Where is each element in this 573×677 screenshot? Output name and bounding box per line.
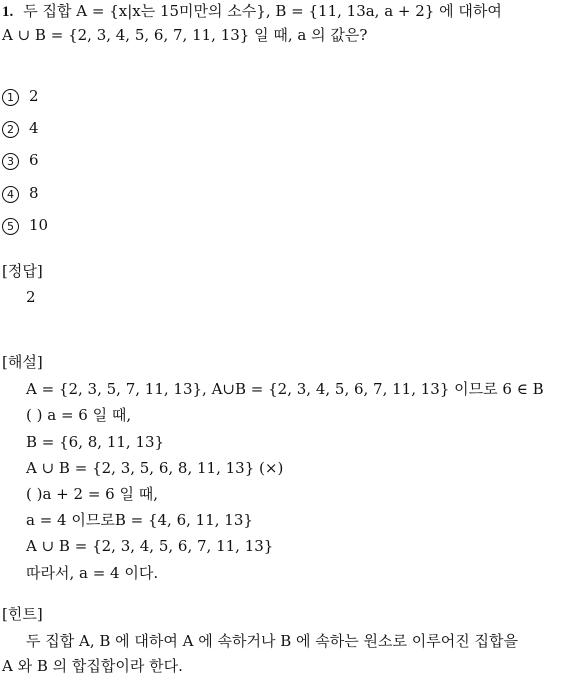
- option-text-1: 2: [29, 87, 39, 105]
- question-number: 1.: [2, 4, 14, 20]
- option-marker-5: 5: [2, 218, 19, 235]
- question-line-1: [2, 0, 502, 23]
- answer-heading: [정답]: [2, 262, 43, 280]
- explanation-line-1: A = {2, 3, 5, 7, 11, 13}, A∪B = {2, 3, 4, 5, 6, 7, 11, 13} 이므로 6 ∈ B: [26, 380, 544, 398]
- option-marker-4: 4: [2, 186, 19, 203]
- option-marker-2: 2: [2, 121, 19, 138]
- option-text-3: 6: [29, 151, 39, 169]
- explanation-line-6: a = 4 이므로B = {4, 6, 11, 13}: [26, 511, 253, 529]
- explanation-line-2: ( ) a = 6 일 때,: [26, 406, 132, 424]
- explanation-line-5: ( )a + 2 = 6 일 때,: [26, 485, 158, 503]
- option-3[interactable]: [2, 149, 39, 171]
- question-text-2: A ∪ B = {2, 3, 4, 5, 6, 7, 11, 13} 일 때, a 의 값은?: [2, 26, 368, 44]
- option-4[interactable]: [2, 182, 39, 204]
- option-1[interactable]: [2, 85, 39, 107]
- explanation-line-8: 따라서, a = 4 이다.: [26, 564, 159, 582]
- option-marker-1: 1: [2, 89, 19, 106]
- hint-heading: [힌트]: [2, 605, 43, 623]
- option-2[interactable]: [2, 117, 39, 139]
- hint-line-1: 두 집합 A, B 에 대하여 A 에 속하거나 B 에 속하는 원소로 이루어진 집합을: [26, 632, 518, 650]
- option-text-4: 8: [29, 184, 39, 202]
- option-text-2: 4: [29, 119, 39, 137]
- question-text-1: 두 집합 A = {x|x는 15미만의 소수}, B = {11, 13a, a + 2} 에 대하여: [23, 2, 502, 20]
- hint-line-2: A 와 B 의 합집합이라 한다.: [2, 657, 183, 675]
- option-5[interactable]: [2, 214, 48, 236]
- explanation-line-7: A ∪ B = {2, 3, 4, 5, 6, 7, 11, 13}: [26, 537, 274, 555]
- answer-value: 2: [26, 288, 36, 306]
- option-marker-3: 3: [2, 153, 19, 170]
- option-text-5: 10: [29, 216, 49, 234]
- explanation-line-4: A ∪ B = {2, 3, 5, 6, 8, 11, 13} (×): [26, 459, 284, 477]
- explanation-heading: [해설]: [2, 353, 43, 371]
- explanation-line-3: B = {6, 8, 11, 13}: [26, 433, 165, 451]
